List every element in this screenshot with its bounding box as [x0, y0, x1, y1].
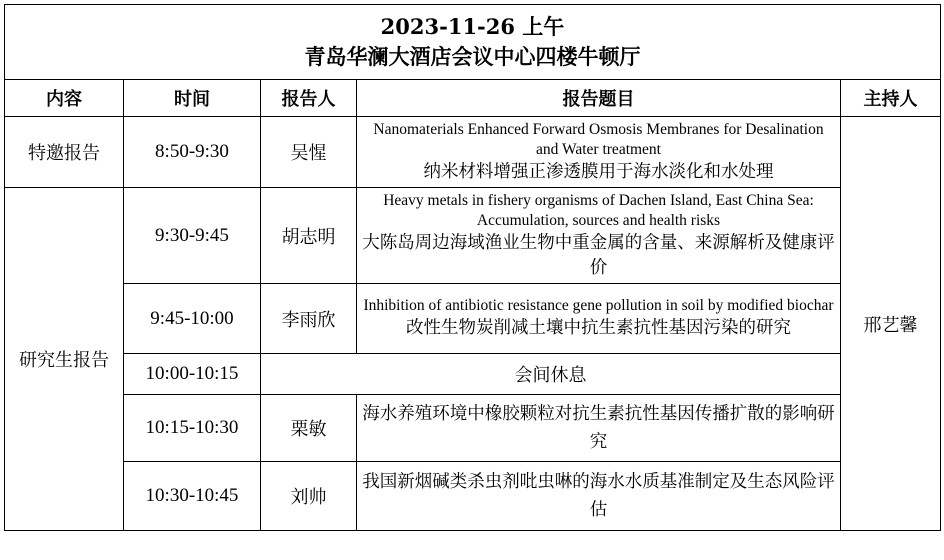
time-cell: 10:15-10:30 [124, 395, 261, 462]
speaker-cell: 李雨欣 [261, 284, 357, 354]
time-cell: 8:50-9:30 [124, 117, 261, 188]
time-cell: 9:45-10:00 [124, 284, 261, 354]
topic-title-en: Nanomaterials Enhanced Forward Osmosis Membranes for Desalination and Water treatment [373, 120, 824, 158]
topic-title-en: Inhibition of antibiotic resistance gene pollution in soil by modified biochar [363, 297, 834, 314]
section-invited: 特邀报告 [5, 117, 124, 188]
table-row [5, 284, 941, 354]
table-row [5, 188, 941, 284]
column-header-content: 内容 [5, 80, 124, 117]
column-header-row [5, 80, 941, 117]
speaker-cell: 胡志明 [261, 188, 357, 284]
break-cell: 会间休息 [261, 354, 841, 395]
topic-title-en: Heavy metals in fishery organisms of Dachen Island, East China Sea: Accumulation, sources and health risks [383, 191, 814, 229]
session-venue: 青岛华澜大酒店会议中心四楼牛顿厅 [304, 44, 641, 69]
speaker-cell: 吴惺 [261, 117, 357, 188]
time-cell: 10:30-10:45 [124, 462, 261, 531]
topic-cell [357, 117, 841, 188]
column-header-host: 主持人 [841, 80, 941, 117]
section-student: 研究生报告 [5, 188, 124, 531]
session-date: 2023-11-26 上午 [380, 14, 565, 39]
topic-cell [357, 188, 841, 284]
table-row [5, 462, 941, 531]
column-header-topic: 报告题目 [357, 80, 841, 117]
schedule-table [4, 4, 941, 531]
time-cell: 9:30-9:45 [124, 188, 261, 284]
topic-title-zh: 改性生物炭削减土壤中抗生素抗性基因污染的研究 [406, 318, 791, 338]
time-cell: 10:00-10:15 [124, 354, 261, 395]
column-header-speaker: 报告人 [261, 80, 357, 117]
table-row [5, 354, 941, 395]
column-header-time: 时间 [124, 80, 261, 117]
host-cell: 邢艺馨 [841, 117, 941, 531]
topic-title-zh: 纳米材料增强正渗透膜用于海水淡化和水处理 [423, 161, 774, 182]
speaker-cell: 刘帅 [261, 462, 357, 531]
topic-title-zh: 大陈岛周边海域渔业生物中重金属的含量、来源解析及健康评价 [362, 232, 835, 278]
topic-title-zh: 我国新烟碱类杀虫剂吡虫啉的海水水质基准制定及生态风险评估 [357, 462, 841, 531]
topic-cell [357, 284, 841, 354]
table-row [5, 395, 941, 462]
topic-title-zh: 海水养殖环境中橡胶颗粒对抗生素抗性基因传播扩散的影响研究 [357, 395, 841, 462]
title-row [5, 5, 941, 80]
table-row [5, 117, 941, 188]
speaker-cell: 栗敏 [261, 395, 357, 462]
session-title [5, 5, 941, 80]
